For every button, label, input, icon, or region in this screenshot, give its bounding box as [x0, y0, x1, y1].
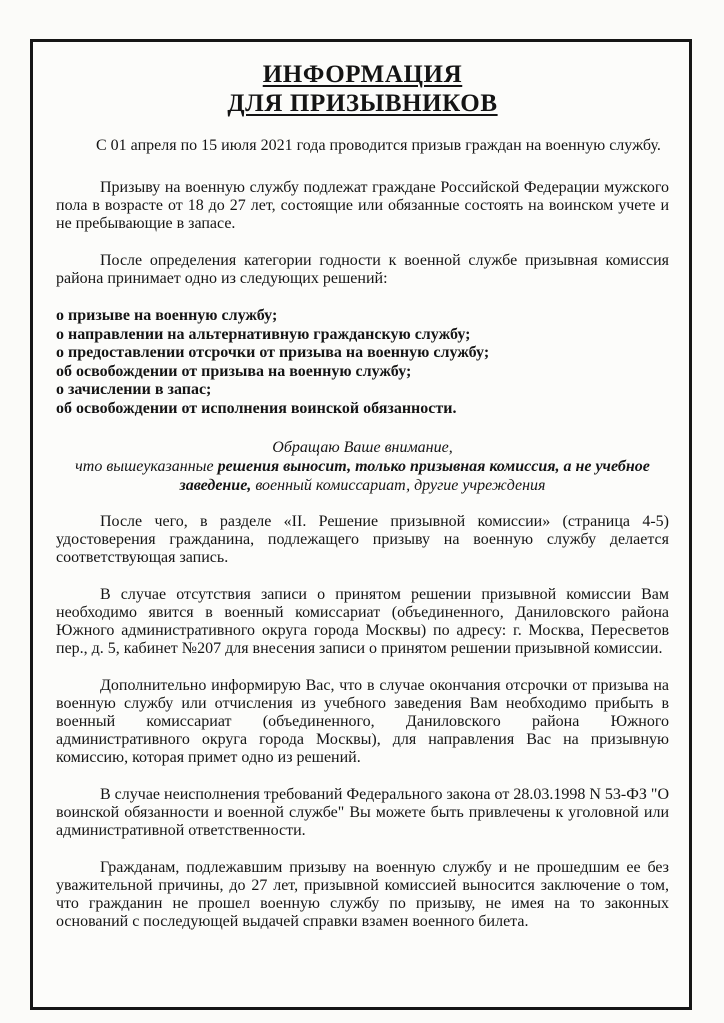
paragraph-record-entry: После чего, в разделе «II. Решение призывной комиссии» (страница 4-5) удостоверения гражданина, подлежащего призыву на военную службу делается соответствующая запись. — [56, 513, 669, 566]
decision-item: о призыве на военную службу; — [56, 307, 278, 324]
decisions-list — [56, 307, 669, 418]
decision-item: о предоставлении отсрочки от призыва на военную службу; — [56, 344, 490, 361]
notice-line-1: Обращаю Ваше внимание, — [272, 439, 453, 456]
decision-item: о направлении на альтернативную гражданскую службу; — [56, 325, 471, 343]
page-title — [56, 60, 669, 118]
conscription-dates: С 01 апреля по 15 июля 2021 года проводится призыв граждан на военную службу. — [96, 137, 661, 154]
title-line-2: ДЛЯ ПРИЗЫВНИКОВ — [227, 90, 498, 117]
paragraph-commission-decisions: После определения категории годности к военной службе призывная комиссия района принимает одно из следующих решений: — [56, 252, 669, 287]
decision-item: об освобождении от призыва на военную службу; — [56, 362, 412, 380]
paragraph-liability: В случае неисполнения требований Федерального закона от 28.03.1998 N 53-ФЗ "О воинской обязанности и военной службе" Вы можете быть привлечены к уголовной или административной ответственности. — [56, 786, 669, 839]
paragraph-eligibility: Призыву на военную службу подлежат граждане Российской Федерации мужского пола в возрасте от 18 до 27 лет, состоящие или обязанные состоять на воинском учете и не пребывающие в запасе. — [56, 179, 669, 232]
decision-item: о зачислении в запас; — [56, 381, 212, 398]
notice-text-a: что вышеуказанные — [75, 458, 218, 475]
paragraph-no-service: Гражданам, подлежавшим призыву на военную службу и не прошедшим ее без уважительной причины, до 27 лет, призывной комиссией выносится заключение о том, что гражданин не прошел военную службу по призыву, не имея на то законных оснований с последующей выдачей справки взамен военного билета. — [56, 859, 669, 930]
paragraph-deferral-end: Дополнительно информирую Вас, что в случае окончания отсрочки от призыва на военную службу или отчисления из учебного заведения Вам необходимо прибыть в военный комиссариат (объединенного, Даниловского района Южного административного округа города Москвы), для направления Вас на призывную комиссию, которая примет одно из решений. — [56, 677, 669, 766]
notice-frame — [30, 39, 692, 1010]
paragraph-missing-record: В случае отсутствия записи о принятом решении призывной комиссии Вам необходимо явится в военный комиссариат (объединенного, Даниловского района Южного административного округа города Москвы) по адресу: г. Москва, Пересветов пер., д. 5, кабинет №207 для внесения записи о принятом решении призывной комиссии. — [56, 586, 669, 657]
notice-text-c: военный комиссариат, другие учреждения — [251, 477, 546, 494]
notice-line-2 — [56, 457, 669, 495]
title-line-1: ИНФОРМАЦИЯ — [262, 61, 463, 88]
notice-text-emphasis: решения выносит, только призывная комиссия, а не учебное заведение, — [179, 458, 650, 494]
decision-item: об освобождении от исполнения воинской обязанности. — [56, 399, 457, 417]
attention-notice — [56, 438, 669, 495]
